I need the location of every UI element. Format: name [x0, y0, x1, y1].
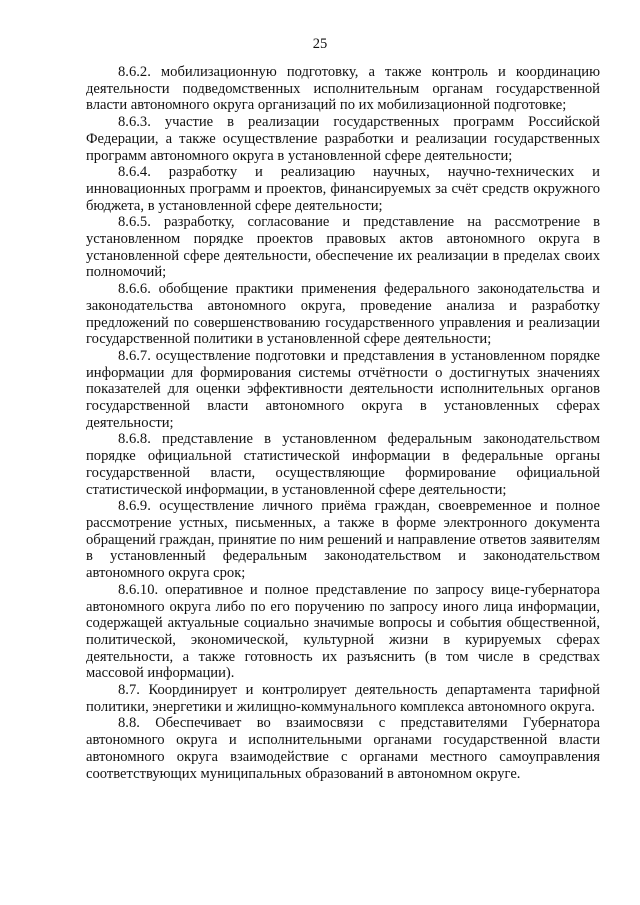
- paragraph-8-6-8: 8.6.8. представление в установленном федеральным законодательством порядке официальной статистической информации в федеральные органы государственной власти, осуществляющие формирование официальной статистической информации, в установленной сфере деятельности;: [86, 431, 600, 498]
- paragraph-8-7: 8.7. Координирует и контролирует деятельность департамента тарифной политики, энергетики и жилищно-коммунального комплекса автономного округа.: [86, 682, 600, 715]
- document-body: [86, 64, 600, 782]
- paragraph-8-6-6: 8.6.6. обобщение практики применения федерального законодательства и законодательства автономного округа, проведение анализа и разработку предложений по совершенствованию государственного управления и реализации государственной политики в установленной сфере деятельности;: [86, 281, 600, 348]
- page-number: 25: [312, 36, 328, 52]
- paragraph-8-6-4: 8.6.4. разработку и реализацию научных, научно-технических и инновационных программ и проектов, финансируемых за счёт средств окружного бюджета, в установленной сфере деятельности;: [86, 164, 600, 214]
- paragraph-8-8: 8.8. Обеспечивает во взаимосвязи с представителями Губернатора автономного округа и исполнительными органами государственной власти автономного округа взаимодействие с органами местного самоуправления соответствующих муниципальных образований в автономном округе.: [86, 715, 600, 782]
- paragraph-8-6-3: 8.6.3. участие в реализации государственных программ Российской Федерации, а также осуществление разработки и реализации государственных программ автономного округа в установленной сфере деятельности;: [86, 114, 600, 164]
- paragraph-8-6-2: 8.6.2. мобилизационную подготовку, а также контроль и координацию деятельности подведомственных исполнительным органам государственной власти автономного округа организаций по их мобилизационной подготовке;: [86, 64, 600, 114]
- paragraph-8-6-5: 8.6.5. разработку, согласование и представление на рассмотрение в установленном порядке проектов правовых актов автономного округа в установленной сфере деятельности, обеспечение их реализации в пределах своих полномочий;: [86, 214, 600, 281]
- paragraph-8-6-7: 8.6.7. осуществление подготовки и представления в установленном порядке информации для формирования системы отчётности о достигнутых значениях показателей для оценки эффективности деятельности исполнительных органов государственной власти автономного округа в установленных сферах деятельности;: [86, 347, 600, 431]
- paragraph-8-6-10: 8.6.10. оперативное и полное представление по запросу вице-губернатора автономного округа либо по его поручению по запросу иного лица информации, содержащей актуальные социально значимые вопросы и события общественной, политической, экономической, культурной жизни в курируемых сферах деятельности, а также готовность их разъяснить (в том числе в средствах массовой информации).: [86, 581, 600, 682]
- paragraph-8-6-9: 8.6.9. осуществление личного приёма граждан, своевременное и полное рассмотрение устных, письменных, а также в форме электронного документа обращений граждан, принятие по ним решений и направление ответов заявителям в установленный федеральным законодательством и законодательством автономного округа срок;: [86, 498, 600, 582]
